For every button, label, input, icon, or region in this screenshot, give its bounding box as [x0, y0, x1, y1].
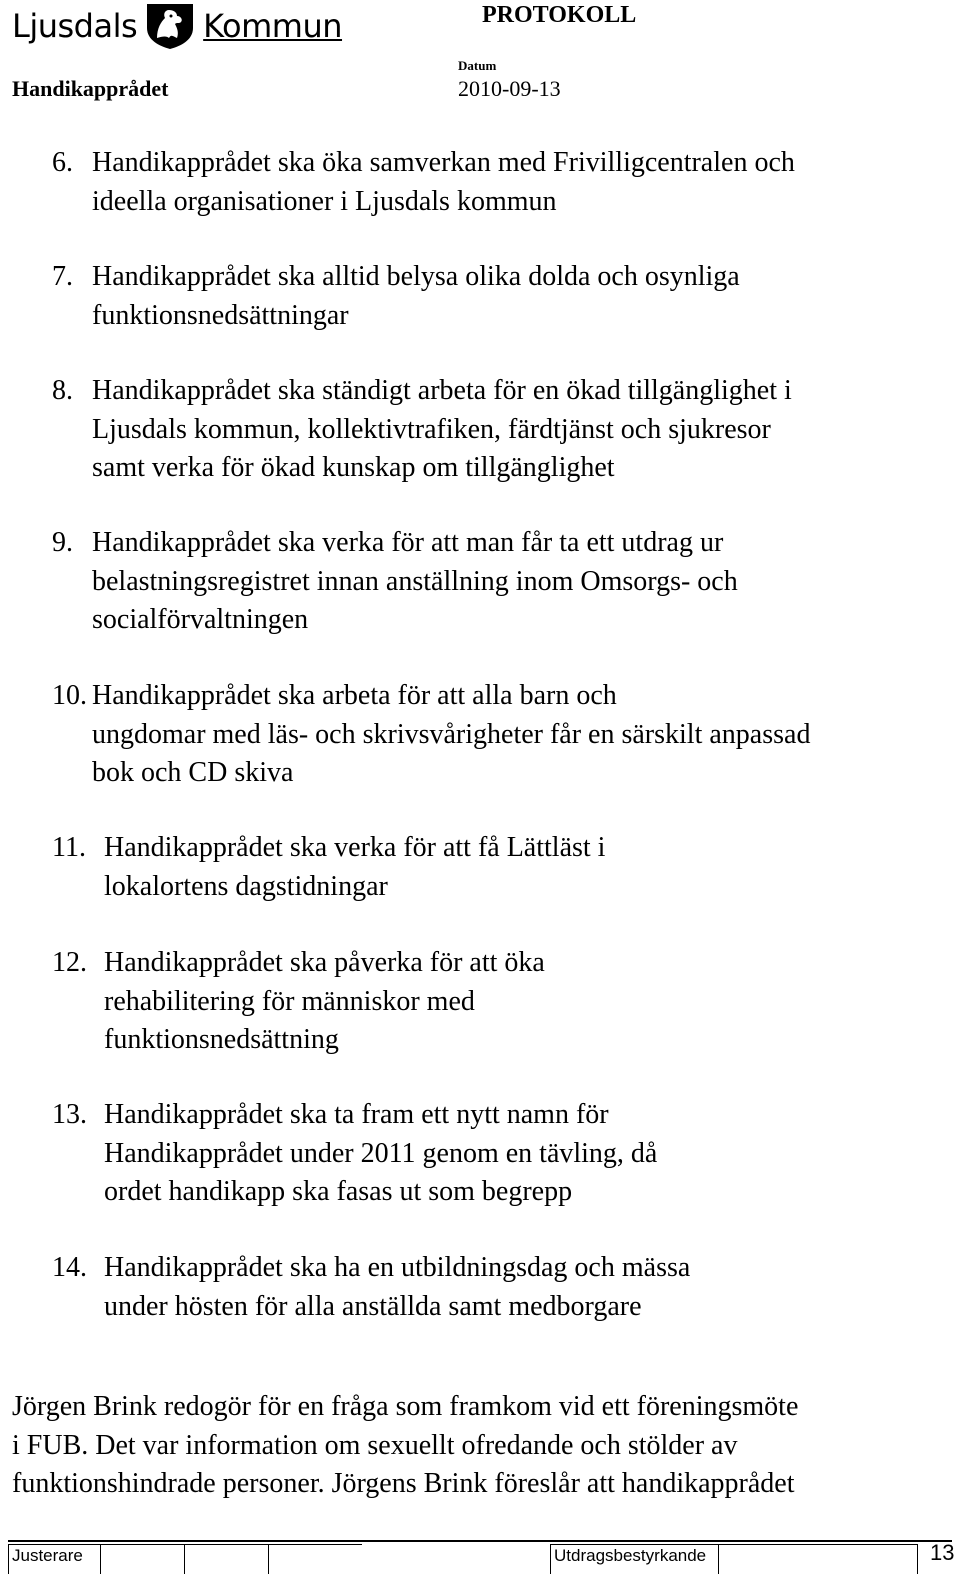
municipality-logo: [12, 2, 342, 50]
list-item-number: 7.: [52, 261, 73, 292]
footer-divider: [8, 1540, 952, 1542]
logo-text-ljusdals: Ljusdals: [12, 7, 138, 45]
date-label: Datum: [458, 58, 497, 73]
list-item-line: belastningsregistret innan anställning inom Omsorgs- och: [92, 565, 738, 597]
list-item-line: Handikapprådet under 2011 genom en tävling, då: [104, 1137, 658, 1169]
paragraph-line: funktionshindrade personer. Jörgens Brink föreslår att handikapprådet: [12, 1468, 795, 1499]
list-item-line: Handikapprådet ska ständigt arbeta för en ökad tillgänglighet i: [92, 375, 792, 406]
list-item-number: 8.: [52, 375, 73, 406]
meeting-date: 2010-09-13: [458, 76, 561, 101]
list-item-number: 14.: [52, 1252, 87, 1283]
list-item-number: 12.: [52, 947, 87, 978]
list-item-line: lokalortens dagstidningar: [104, 870, 388, 902]
list-item-line: ordet handikapp ska fasas ut som begrepp: [104, 1176, 573, 1207]
list-item-line: Handikapprådet ska arbeta för att alla barn och: [92, 680, 617, 711]
organization-name: Handikapprådet: [12, 76, 169, 101]
list-item-line: funktionsnedsättning: [104, 1024, 339, 1055]
list-item-line: Handikapprådet ska ta fram ett nytt namn för: [104, 1099, 609, 1130]
list-item-line: bok och CD skiva: [92, 757, 294, 788]
list-item-line: Handikapprådet ska påverka för att öka: [104, 947, 545, 978]
utdragsbestyrkande-label: Utdragsbestyrkande: [554, 1546, 707, 1565]
crest-icon: [143, 2, 197, 50]
list-item-line: Handikapprådet ska alltid belysa olika dolda och osynliga: [92, 261, 740, 292]
justerare-signature-box: [268, 1544, 362, 1574]
paragraph-line: Jörgen Brink redogör för en fråga som framkom vid ett föreningsmöte: [12, 1391, 799, 1422]
justerare-signature-box: [184, 1544, 268, 1574]
list-item-line: Handikapprådet ska öka samverkan med Frivilligcentralen och: [92, 147, 795, 178]
list-item-line: ideella organisationer i Ljusdals kommun: [92, 185, 557, 217]
paragraph-line: i FUB. Det var information om sexuellt ofredande och stölder av: [12, 1429, 738, 1461]
list-item-number: 9.: [52, 527, 73, 558]
discussion-paragraph: [12, 1388, 952, 1504]
list-item-line: Ljusdals kommun, kollektivtrafiken, färdtjänst och sjukresor: [92, 413, 771, 445]
list-item-line: Handikapprådet ska ha en utbildningsdag och mässa: [104, 1252, 691, 1283]
list-item-number: 13.: [52, 1099, 87, 1130]
list-item-line: rehabilitering för människor med: [104, 985, 475, 1017]
justerare-signature-box: [100, 1544, 184, 1574]
list-item-line: Handikapprådet ska verka för att få Lättläst i: [104, 832, 606, 863]
list-item-line: Handikapprådet ska verka för att man får ta ett utdrag ur: [92, 527, 724, 558]
list-item-line: samt verka för ökad kunskap om tillgänglighet: [92, 452, 615, 483]
logo-text-kommun: Kommun: [203, 7, 343, 45]
list-item-line: socialförvaltningen: [92, 604, 309, 635]
list-item-number: 10.: [52, 680, 87, 711]
document-type: PROTOKOLL: [482, 2, 637, 28]
utdragsbestyrkande-signature-box: [718, 1544, 918, 1574]
justerare-label: Justerare: [12, 1546, 83, 1565]
list-item-line: funktionsnedsättningar: [92, 299, 349, 331]
page-number: 13: [930, 1540, 955, 1565]
list-item-line: under hösten för alla anställda samt medborgare: [104, 1290, 642, 1322]
list-item-number: 6.: [52, 147, 73, 178]
list-item-number: 11.: [52, 832, 86, 863]
list-item-line: ungdomar med läs- och skrivsvårigheter får en särskilt anpassad: [92, 718, 811, 750]
